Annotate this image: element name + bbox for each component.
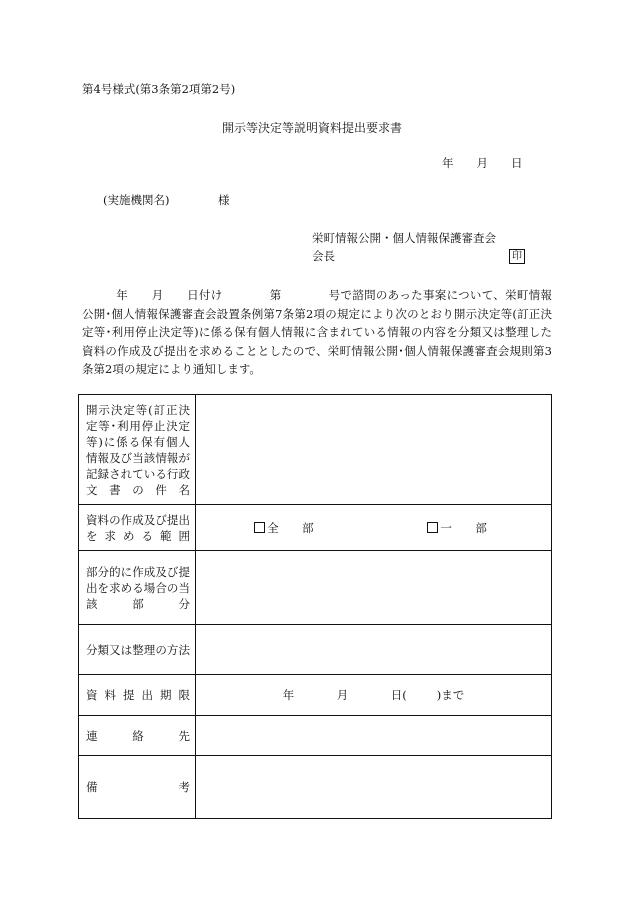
request-table [78, 394, 552, 819]
date-line: 年 月 日 [442, 156, 523, 170]
partial-value[interactable] [196, 551, 552, 625]
table-row [79, 505, 552, 551]
checkbox-part[interactable] [427, 522, 438, 533]
deadline-day: 日( [390, 688, 407, 702]
recipient-org-label: (実施機関名) [103, 193, 170, 207]
remarks-value[interactable] [196, 756, 552, 819]
sender-committee: 栄町情報公開・個人情報保護審査会 [312, 231, 496, 245]
contact-label: 連絡先 [79, 716, 196, 756]
partial-label: 部分的に作成及び提出を求める場合の当該部分 [79, 551, 196, 625]
table-row [79, 756, 552, 819]
table-row [79, 716, 552, 756]
option-all-label: 全 部 [267, 520, 320, 535]
subject-value[interactable] [196, 395, 552, 505]
form-number: 第4号様式(第3条第2項第2号) [82, 82, 236, 96]
sender-position: 会長 [312, 249, 335, 263]
deadline-label: 資料提出期限 [79, 675, 196, 716]
scope-options [196, 505, 552, 551]
deadline-until: )まで [436, 688, 465, 702]
table-row [79, 395, 552, 505]
deadline-month: 月 [336, 688, 349, 702]
scope-label: 資料の作成及び提出を求める範囲 [79, 505, 196, 551]
table-row [79, 625, 552, 675]
document-title: 開示等決定等説明資料提出要求書 [222, 121, 403, 135]
contact-value[interactable] [196, 716, 552, 756]
option-part-label: 一 部 [440, 520, 493, 535]
option-part[interactable] [427, 520, 493, 536]
checkbox-all[interactable] [254, 522, 265, 533]
notification-body [82, 286, 552, 379]
option-all[interactable] [254, 520, 320, 536]
method-label: 分類又は整理の方法 [79, 625, 196, 675]
seal-stamp: 印 [509, 249, 525, 264]
body-paragraph: 年 月 日付け 第 号で諮問のあった事案について、栄町情報公開･個人情報保護審査会設置条例第7条第2項の規定により次のとおり開示決定等(訂正決定等･利用停止決定等)に係る保有個人情報に含まれている情報の内容を分類又は整理した資料の作成及び提出を求めることとしたので、栄町情報公開･個人情報保護審査会規則第3条第2項の規定により通知します。 [82, 288, 552, 376]
remarks-label: 備考 [79, 756, 196, 819]
method-value[interactable] [196, 625, 552, 675]
subject-label: 開示決定等(訂正決定等･利用停止決定等)に係る保有個人情報及び当該情報が記録されている行政文書の件名 [79, 395, 196, 505]
table-row [79, 675, 552, 716]
recipient-honorific: 様 [218, 193, 230, 207]
table-row [79, 551, 552, 625]
deadline-value[interactable] [196, 675, 552, 716]
deadline-year: 年 [282, 688, 295, 702]
